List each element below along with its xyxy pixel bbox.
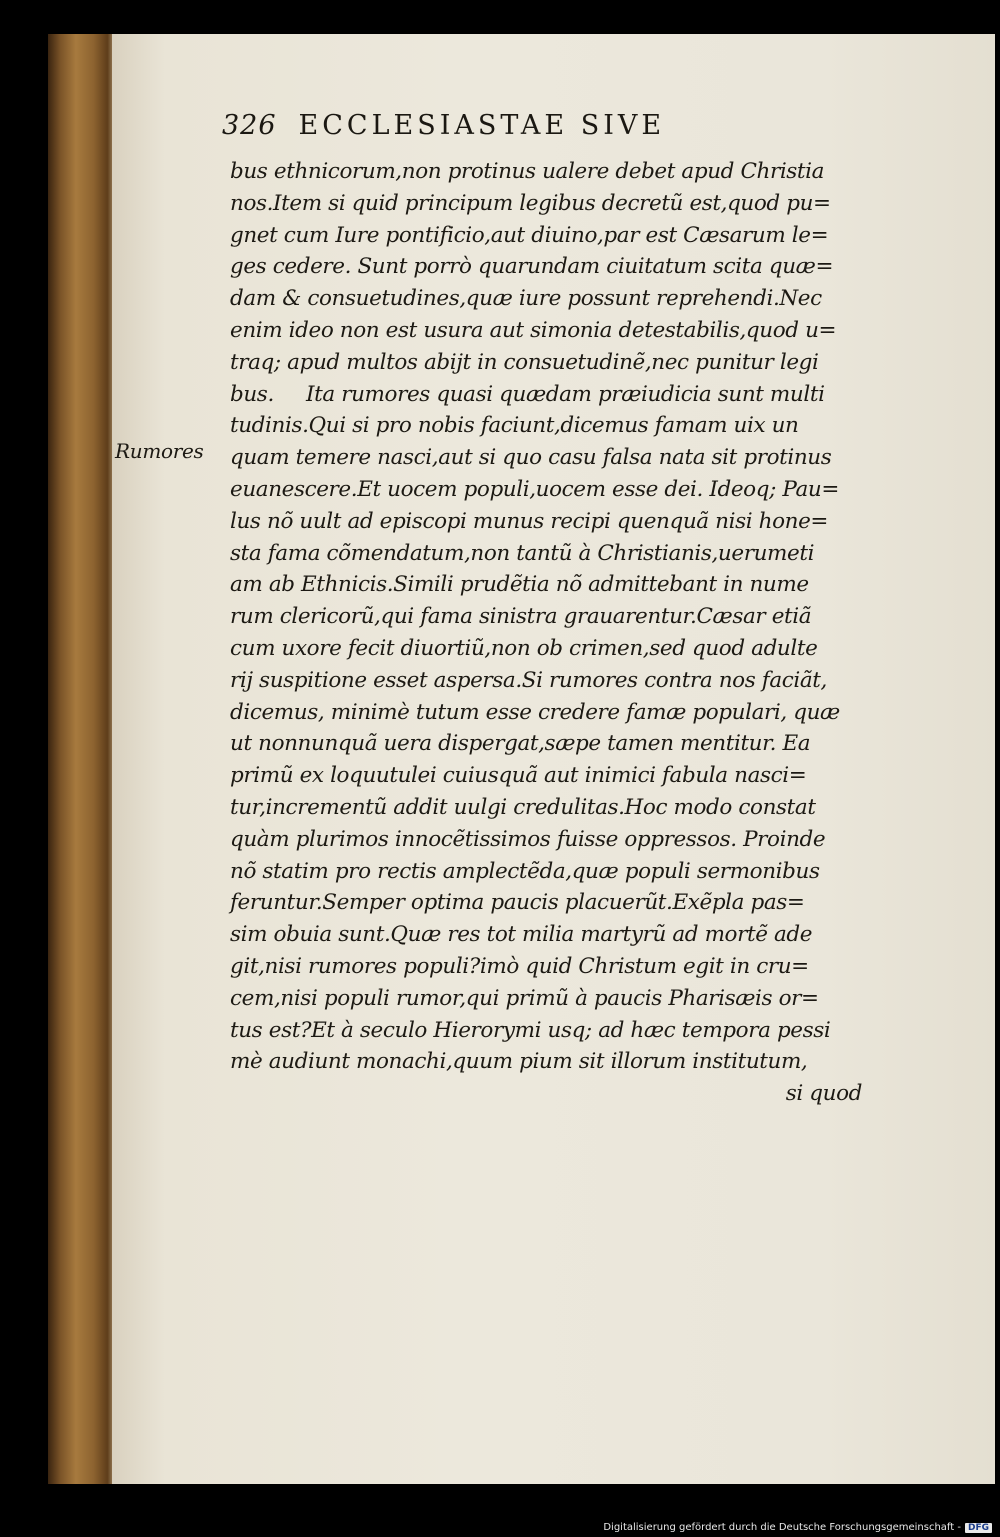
text-line: feruntur.Semper optima paucis placuerũt.Exẽpla pas= bbox=[230, 890, 805, 916]
text-line: sim obuia sunt.Quæ res tot milia martyrũ ad mortẽ ade bbox=[230, 922, 813, 948]
digitization-credit bbox=[603, 1522, 992, 1533]
text-line: euanescere.Et uocem populi,uocem esse dei. Ideoq; Pau= bbox=[230, 476, 839, 502]
catchword: si quod bbox=[785, 1081, 862, 1107]
text-line: tus est?Et à seculo Hierorymi usq; ad hæc tempora pessi bbox=[230, 1017, 831, 1043]
text-line: rum clericorũ,qui fama sinistra grauarentur.Cæsar etiã bbox=[230, 604, 812, 630]
text-line: quam temere nasci,aut si quo casu falsa nata sit protinus bbox=[230, 445, 832, 471]
text-line: lus nõ uult ad episcopi munus recipi quenquã nisi hone= bbox=[230, 508, 829, 534]
running-title: ECCLESIASTAE SIVE bbox=[298, 110, 666, 141]
dfg-logo: DFG bbox=[965, 1523, 992, 1533]
text-line: nos.Item si quid principum legibus decretũ est,quod pu= bbox=[230, 190, 831, 216]
text-line: sta fama cõmendatum,non tantũ à Christianis,uerumeti bbox=[230, 540, 815, 566]
text-line: traq; apud multos abijt in consuetudinẽ,nec punitur legi bbox=[230, 349, 819, 375]
body-text bbox=[230, 156, 870, 1110]
text-line: ut nonnunquã uera dispergat,sæpe tamen mentitur. Ea bbox=[230, 731, 811, 757]
text-line: cem,nisi populi rumor,qui primũ à paucis Pharisæis or= bbox=[230, 985, 819, 1011]
text-line: ges cedere. Sunt porrò quarundam ciuitatum scita quæ= bbox=[230, 254, 834, 280]
text-line: dicemus, minimè tutum esse credere famæ populari, quæ bbox=[230, 699, 840, 725]
text-line: gnet cum Iure pontificio,aut diuino,par est Cæsarum le= bbox=[230, 222, 829, 248]
text-line: git,nisi rumores populi?imò quid Christum egit in cru= bbox=[230, 953, 809, 979]
text-line: quàm plurimos innocẽtissimos fuisse oppressos. Proinde bbox=[230, 826, 826, 852]
text-line: bus. Ita rumores quasi quædam præiudicia sunt multi bbox=[230, 381, 825, 407]
text-line: dam & consuetudines,quæ iure possunt reprehendi.Nec bbox=[230, 286, 822, 312]
text-line: tudinis.Qui si pro nobis faciunt,dicemus famam uix un bbox=[230, 413, 799, 439]
running-head bbox=[222, 110, 902, 154]
text-line: rij suspitione esset aspersa.Si rumores contra nos faciãt, bbox=[230, 667, 827, 693]
text-line: tur,incrementũ addit uulgi credulitas.Hoc modo constat bbox=[230, 794, 816, 820]
marginal-note: Rumores bbox=[115, 439, 204, 463]
text-line: bus ethnicorum,non protinus ualere debet apud Christia bbox=[230, 159, 825, 184]
text-line: primũ ex loquutulei cuiusquã aut inimici fabula nasci= bbox=[230, 763, 807, 789]
page-number: 326 bbox=[222, 110, 277, 141]
text-line: nõ statim pro rectis amplectẽda,quæ populi sermonibus bbox=[230, 858, 820, 884]
text-line: enim ideo non est usura aut simonia detestabilis,quod u= bbox=[230, 317, 837, 343]
text-line: am ab Ethnicis.Simili prudẽtia nõ admittebant in nume bbox=[230, 572, 809, 598]
book-fore-edge bbox=[48, 34, 118, 1484]
text-line: cum uxore fecit diuortiũ,non ob crimen,sed quod adulte bbox=[230, 635, 818, 661]
text-line: mè audiunt monachi,quum pium sit illorum institutum, bbox=[230, 1049, 808, 1075]
credit-text: Digitalisierung gefördert durch die Deutsche Forschungsgemeinschaft - bbox=[603, 1522, 961, 1533]
